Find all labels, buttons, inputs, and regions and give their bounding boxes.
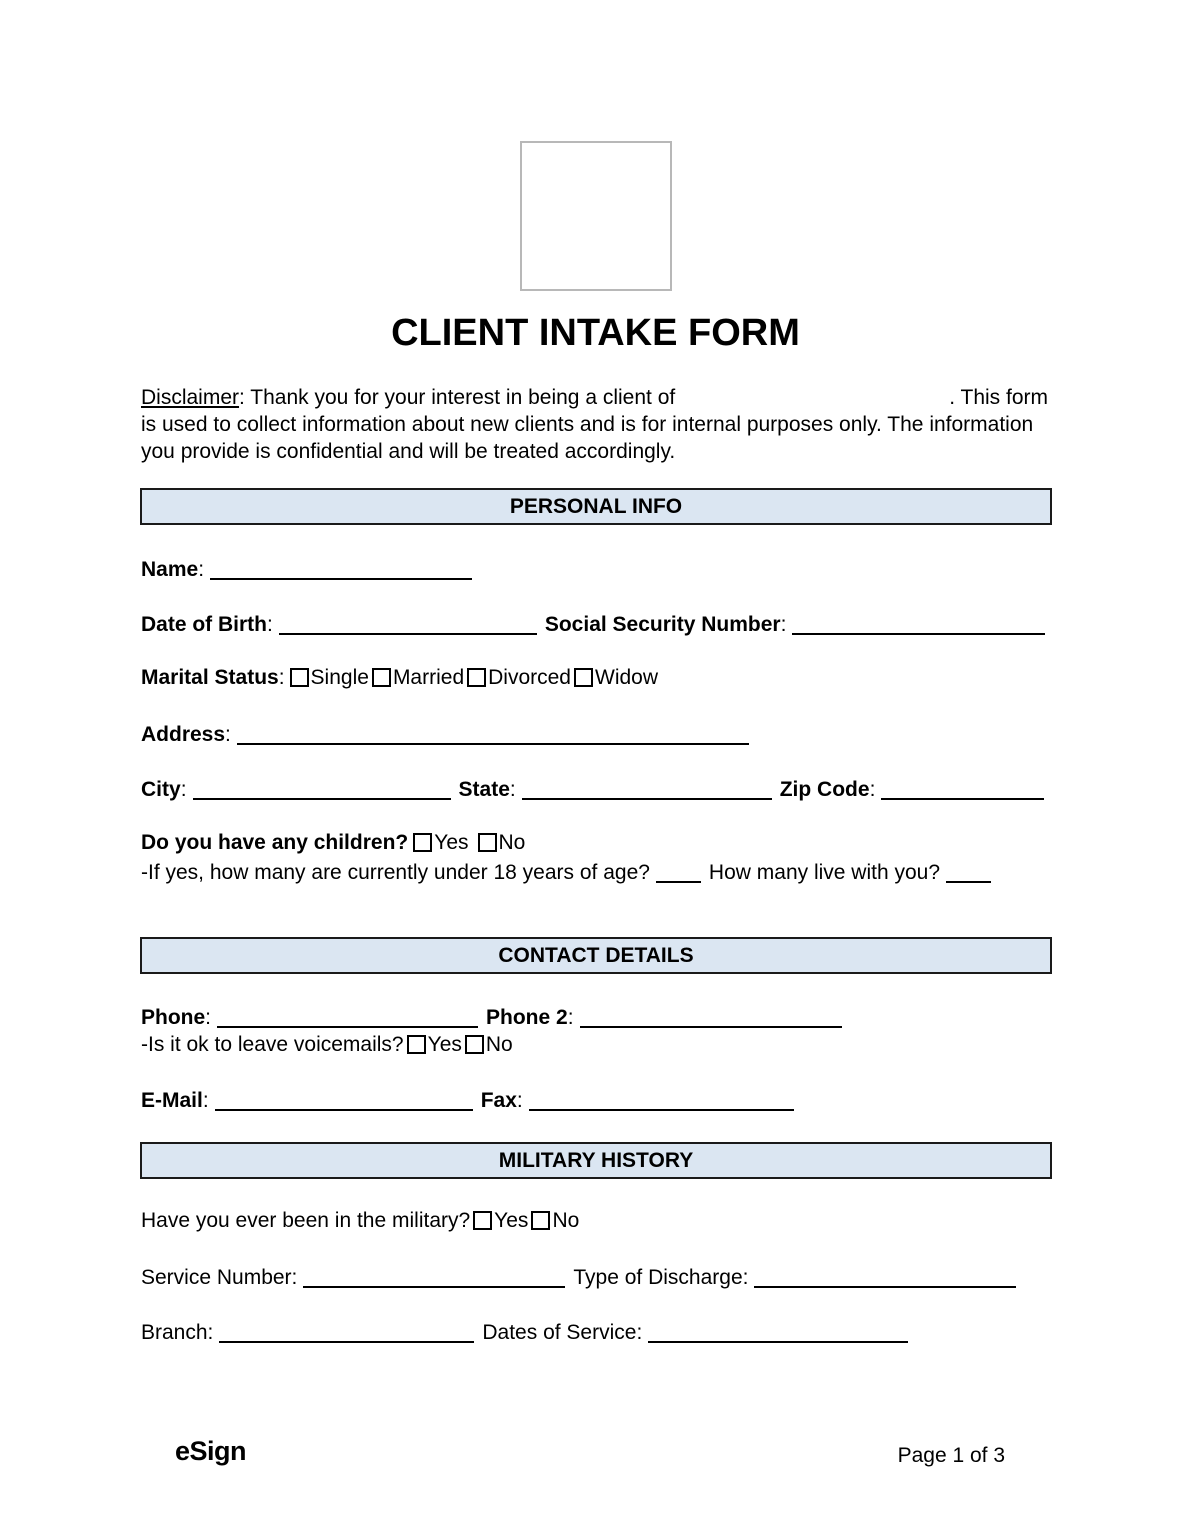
address-row (141, 721, 1061, 747)
state-colon: : (509, 778, 516, 801)
service-number-label: Service Number: (141, 1266, 298, 1289)
disclaimer-intro: : Thank you for your interest in being a client of (239, 386, 676, 409)
children-no-checkbox[interactable] (478, 833, 497, 852)
children-followup-livewith-label: How many live with you? (708, 861, 941, 884)
branch-label: Branch: (141, 1321, 214, 1344)
dob-field-blank[interactable] (279, 611, 537, 635)
name-field-blank[interactable] (210, 556, 472, 580)
contact-details-header-label: CONTACT DETAILS (498, 944, 694, 967)
voicemail-question-row (141, 1033, 1061, 1057)
name-label: Name (141, 558, 199, 581)
children-under18-count-blank[interactable] (656, 859, 701, 883)
zip-colon: : (869, 778, 876, 801)
marital-married-checkbox[interactable] (372, 668, 391, 687)
service-number-row (141, 1264, 1061, 1290)
voicemail-yes-label: Yes (427, 1033, 462, 1056)
zip-code-label: Zip Code (779, 778, 870, 801)
phone-field-blank[interactable] (217, 1004, 478, 1028)
military-no-label: No (552, 1209, 580, 1232)
children-question-row (141, 831, 1061, 855)
marital-single-label: Single (310, 666, 369, 689)
marital-widow-checkbox[interactable] (574, 668, 593, 687)
form-title: CLIENT INTAKE FORM (391, 312, 800, 354)
phone-row (141, 1004, 1061, 1030)
children-no-label: No (498, 831, 526, 854)
disclaimer-paragraph (141, 384, 1053, 465)
marital-colon: : (278, 666, 285, 689)
fax-label: Fax (480, 1089, 517, 1112)
branch-field-blank[interactable] (219, 1319, 474, 1343)
dob-ssn-row (141, 611, 1061, 637)
email-fax-row (141, 1087, 1061, 1113)
voicemail-no-checkbox[interactable] (465, 1035, 484, 1054)
children-followup-row (141, 859, 1061, 885)
ssn-label: Social Security Number (544, 613, 781, 636)
city-label: City (141, 778, 181, 801)
children-followup-under18-label: -If yes, how many are currently under 18 years of age? (141, 861, 650, 884)
personal-info-header-label: PERSONAL INFO (509, 495, 683, 518)
phone2-field-blank[interactable] (580, 1004, 842, 1028)
marital-status-row (141, 666, 1061, 690)
logo-placeholder-box (520, 141, 672, 291)
discharge-label: Type of Discharge: (573, 1266, 749, 1289)
children-yes-checkbox[interactable] (413, 833, 432, 852)
phone-label: Phone (141, 1006, 206, 1029)
section-header-contact-details (140, 937, 1052, 974)
name-row (141, 556, 1061, 582)
dob-colon: : (267, 613, 273, 636)
discharge-field-blank[interactable] (754, 1264, 1016, 1288)
email-label: E-Mail (141, 1089, 203, 1112)
children-livewith-count-blank[interactable] (946, 859, 991, 883)
fax-colon: : (516, 1089, 523, 1112)
military-question-row (141, 1209, 1061, 1233)
marital-divorced-checkbox[interactable] (467, 668, 486, 687)
zip-code-field-blank[interactable] (881, 776, 1044, 800)
phone2-colon: : (567, 1006, 574, 1029)
service-number-field-blank[interactable] (303, 1264, 565, 1288)
marital-single-checkbox[interactable] (290, 668, 309, 687)
voicemail-no-label: No (485, 1033, 513, 1056)
marital-divorced-label: Divorced (488, 666, 571, 689)
section-header-personal-info (140, 488, 1052, 525)
name-colon: : (198, 558, 205, 581)
email-field-blank[interactable] (215, 1087, 473, 1111)
military-no-checkbox[interactable] (531, 1211, 550, 1230)
address-field-blank[interactable] (237, 721, 749, 745)
state-field-blank[interactable] (522, 776, 772, 800)
state-label: State (458, 778, 510, 801)
military-yes-checkbox[interactable] (473, 1211, 492, 1230)
fax-field-blank[interactable] (529, 1087, 794, 1111)
city-state-zip-row (141, 776, 1061, 802)
address-label: Address (141, 723, 226, 746)
ssn-colon: : (780, 613, 787, 636)
marital-widow-label: Widow (595, 666, 659, 689)
branch-row (141, 1319, 1061, 1345)
dob-label: Date of Birth (141, 613, 267, 636)
address-colon: : (225, 723, 231, 746)
military-history-header-label: MILITARY HISTORY (498, 1149, 694, 1172)
disclaimer-rest: . This form is used to collect information about new clients and is for internal purposes only. The information you provide is confidential and will be treated accordingly. (141, 386, 1049, 463)
company-name-blank[interactable] (675, 403, 949, 404)
phone-colon: : (205, 1006, 212, 1029)
city-field-blank[interactable] (193, 776, 451, 800)
marital-status-label: Marital Status (141, 666, 279, 689)
children-yes-label: Yes (434, 831, 469, 854)
city-colon: : (180, 778, 187, 801)
marital-married-label: Married (392, 666, 465, 689)
military-question-label: Have you ever been in the military? (141, 1209, 471, 1232)
dates-of-service-label: Dates of Service: (482, 1321, 643, 1344)
disclaimer-label: Disclaimer (141, 386, 240, 409)
page-indicator: Page 1 of 3 (897, 1444, 1005, 1467)
military-yes-label: Yes (494, 1209, 529, 1232)
voicemail-question-label: -Is it ok to leave voicemails? (141, 1033, 404, 1056)
section-header-military-history (140, 1142, 1052, 1179)
children-question-label: Do you have any children? (141, 831, 409, 854)
esign-logo: eSign (175, 1436, 247, 1466)
dates-of-service-field-blank[interactable] (648, 1319, 908, 1343)
voicemail-yes-checkbox[interactable] (407, 1035, 426, 1054)
email-colon: : (202, 1089, 209, 1112)
phone2-label: Phone 2 (486, 1006, 568, 1029)
ssn-field-blank[interactable] (792, 611, 1045, 635)
